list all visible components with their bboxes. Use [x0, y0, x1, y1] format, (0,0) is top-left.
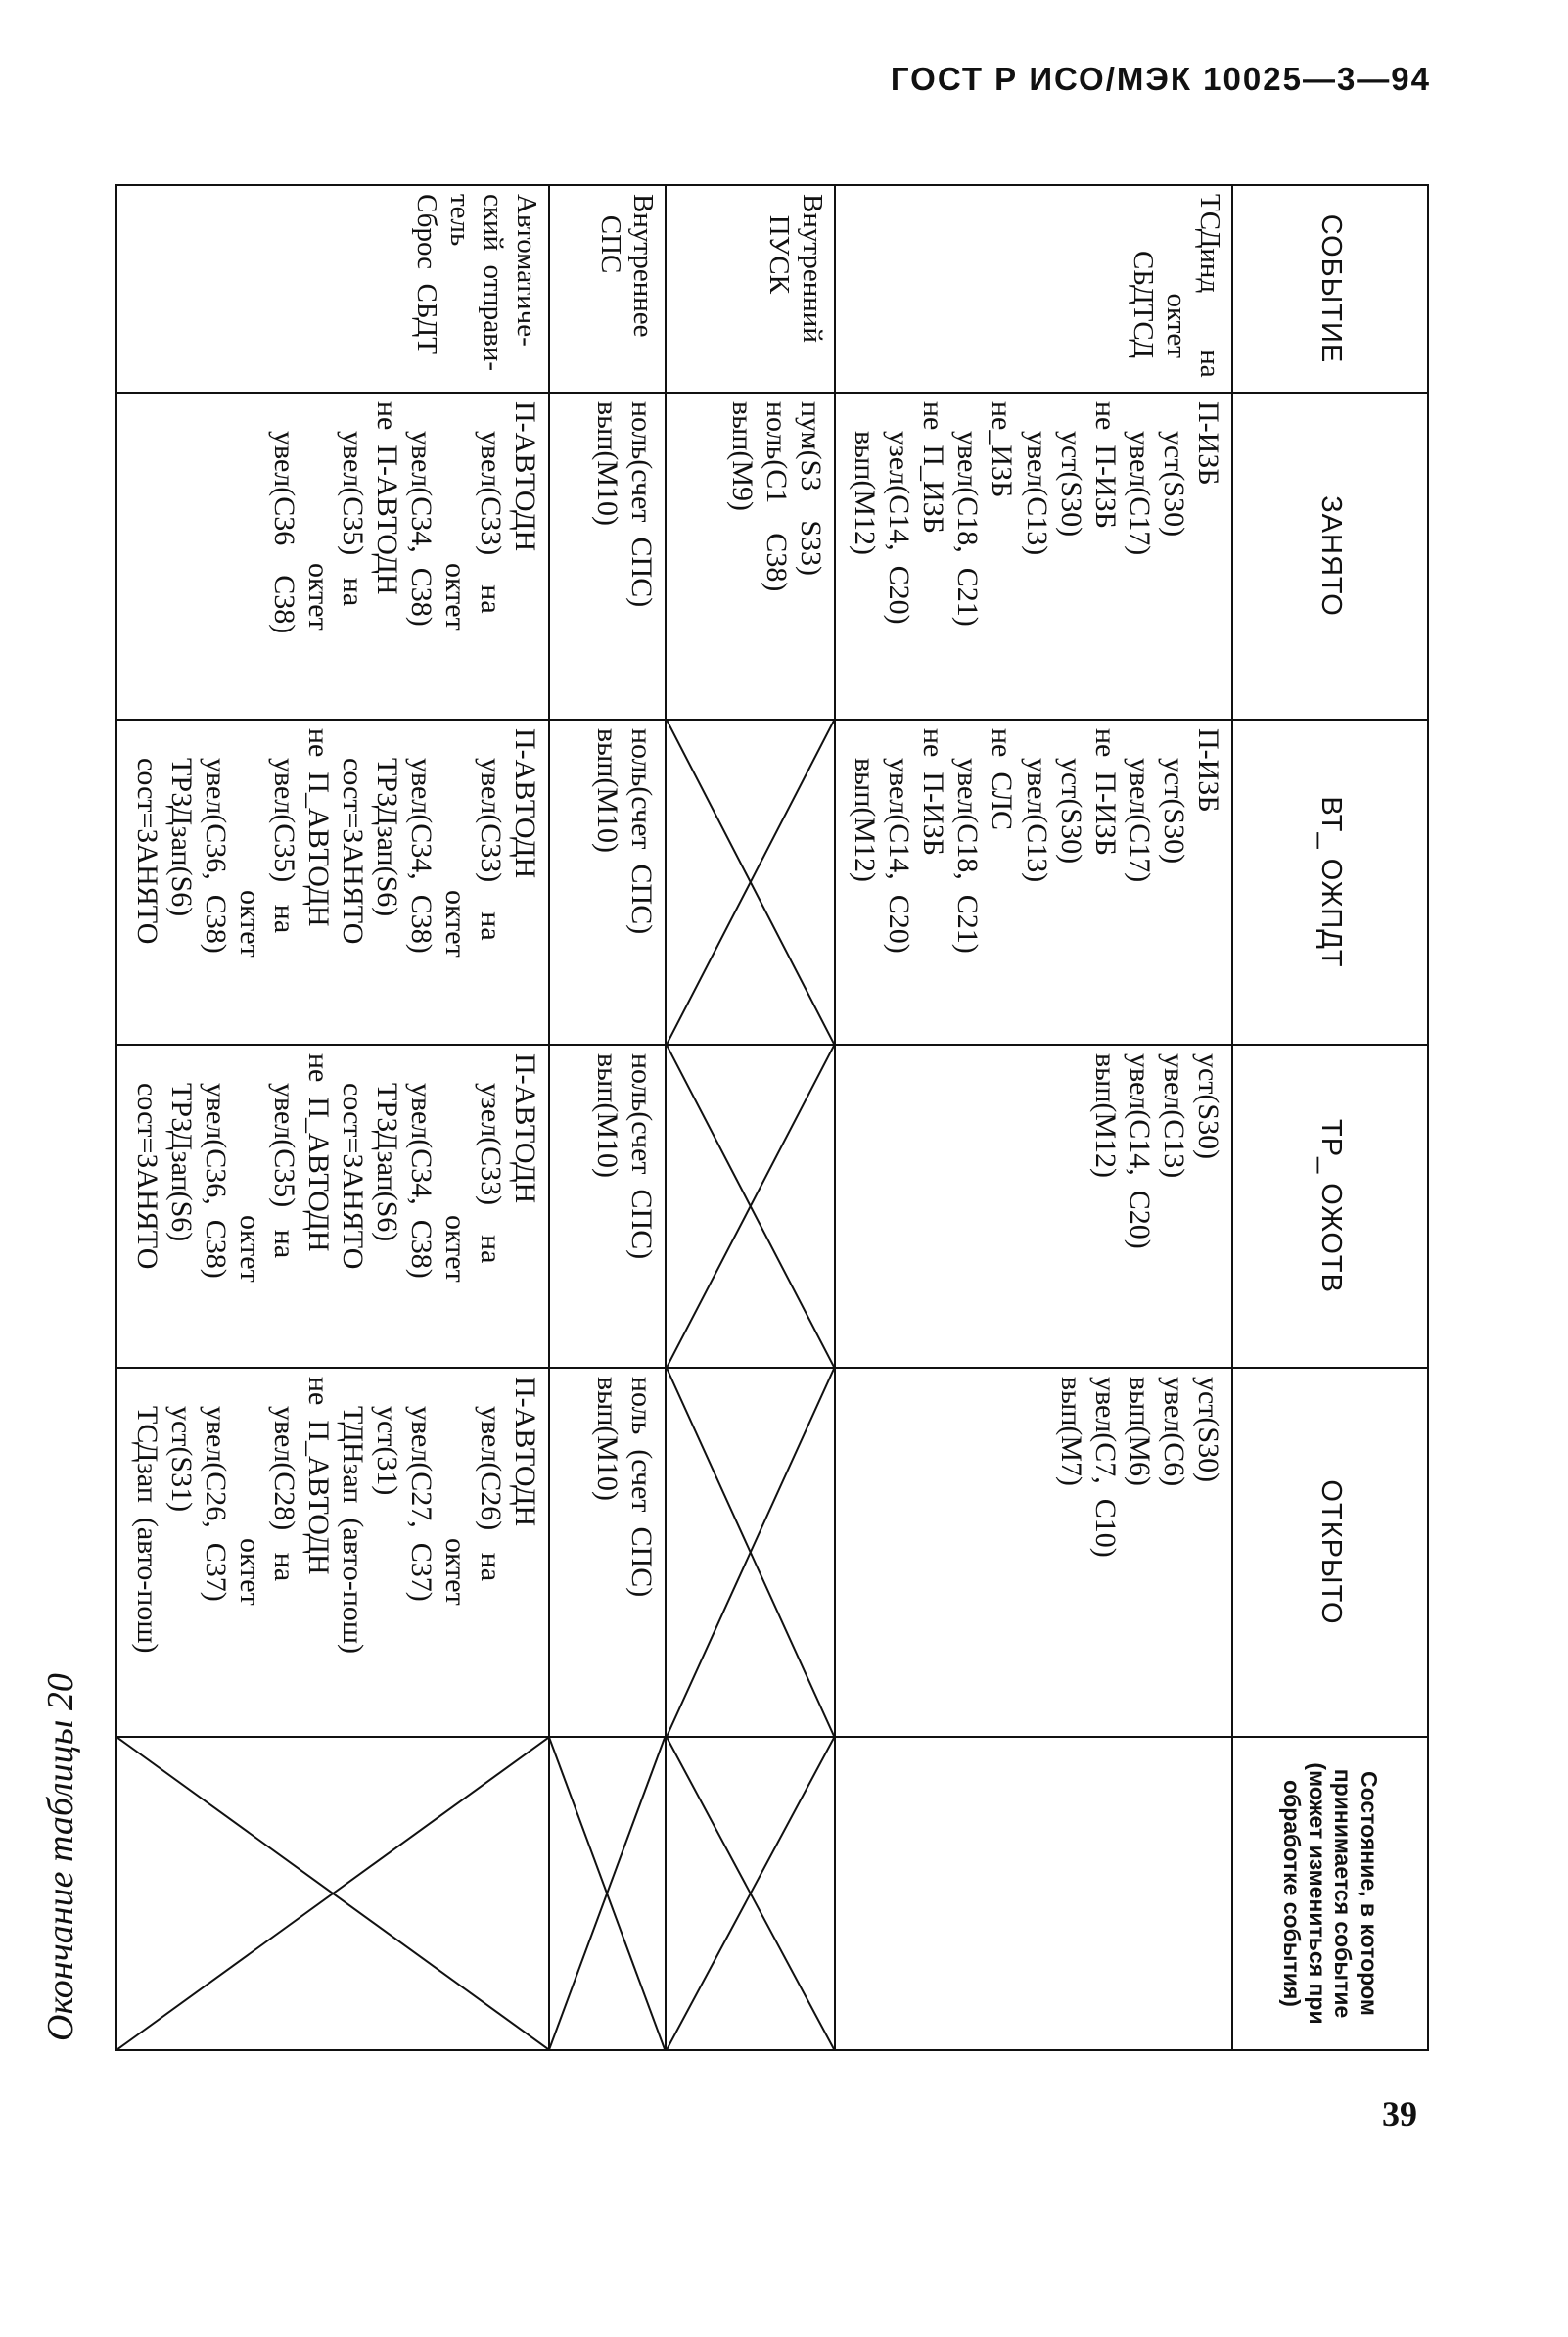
crossed-out-cell	[666, 1045, 835, 1368]
cell-line: уст(S30)	[1192, 1377, 1224, 1483]
event-line: ТСДинд на	[1194, 194, 1225, 378]
cell-line: увел(С18, С21)	[951, 401, 985, 627]
cell-line: октет	[233, 1053, 266, 1283]
cell-line: вып(М10)	[591, 401, 624, 527]
cell-line: не П-АВТОДН	[371, 401, 404, 595]
cell-line: октет	[439, 1053, 473, 1283]
cell-line: уст(S30)	[1157, 728, 1190, 865]
state-cell	[549, 1045, 667, 1368]
event-line: Автоматиче-	[510, 194, 542, 347]
cell-line: увел(С14, С20)	[883, 728, 916, 954]
cell-line: ТРЗДзап(S6)	[371, 728, 404, 917]
crossed-out-cell	[666, 720, 835, 1045]
event-line: октет	[1161, 194, 1193, 358]
table-caption: Окончание таблицы 20	[40, 1673, 81, 2041]
cell-line: вып(М10)	[591, 1053, 624, 1179]
cell-line: ноль(счет СПС)	[625, 1053, 659, 1260]
cell-line: октет	[302, 401, 336, 631]
state-cell	[549, 393, 667, 720]
cell-line: увел(С36 С38)	[268, 401, 301, 634]
cell-line: П-АВТОДН	[508, 401, 541, 552]
col-header-event: СОБЫТИЕ	[1232, 185, 1428, 393]
page-number: 39	[1382, 2094, 1417, 2133]
cell-line: ноль(счет СПС)	[625, 401, 659, 608]
cell-line: увел(С35) на	[337, 401, 370, 607]
cell-line: увел(С14, С20)	[1123, 1053, 1156, 1249]
cross-out-mark	[667, 1046, 834, 1367]
event-line: тель	[443, 194, 476, 247]
event-cell	[666, 185, 835, 393]
cell-line: ноль (счет СПС)	[625, 1377, 659, 1598]
cell-line: увел(С36, С38)	[199, 1053, 232, 1279]
cell-line: увел(С35) на	[268, 1053, 301, 1259]
state-table	[115, 184, 1429, 2051]
col-header-vt-ozhpdt: ВТ_ ОЖПДТ	[1232, 720, 1428, 1045]
state-cell	[116, 393, 549, 720]
cell-line: сост=ЗАНЯТО	[337, 1053, 370, 1270]
event-line: Внутреннее	[627, 194, 660, 338]
state-cell	[835, 1368, 1232, 1737]
cell-line: октет	[233, 728, 266, 958]
cell-line: не П-ИЗБ	[1088, 401, 1122, 529]
col-header-state: Состояние, в котором принимается событие (может измениться при обработке события)	[1232, 1737, 1428, 2050]
cell-line: увел(С18, С21)	[951, 728, 985, 954]
cell-line: увел(С34, С38)	[405, 1053, 438, 1279]
cell-line: сост=ЗАНЯТО	[337, 728, 370, 945]
state-cell	[116, 1045, 549, 1368]
event-cell	[116, 185, 549, 393]
event-cell	[835, 185, 1232, 393]
document-header: ГОСТ Р ИСО/МЭК 10025—3—94	[890, 61, 1431, 97]
cell-line: вып(М10)	[591, 1377, 624, 1502]
event-line: ский отправи-	[477, 194, 509, 372]
cell-line: сост=ЗАНЯТО	[130, 728, 163, 945]
cell-line: увел(С13)	[1020, 728, 1053, 883]
state-cell	[666, 393, 835, 720]
cell-line: вып(М10)	[591, 728, 624, 854]
cell-line: П-ИЗБ	[1192, 401, 1224, 486]
cell-line: увел(С36, С38)	[199, 728, 232, 954]
cell-line: ТРЗДзап(S6)	[164, 728, 198, 917]
crossed-out-cell	[666, 1737, 835, 2050]
cell-line: октет	[439, 728, 473, 958]
rotated-table-sheet	[115, 184, 1429, 2049]
col-header-busy: ЗАНЯТО	[1232, 393, 1428, 720]
cross-out-mark	[117, 1738, 548, 2049]
cell-line: уст(S30)	[1157, 401, 1190, 538]
cross-out-mark	[667, 1738, 834, 2049]
cell-line: П-АВТОДН	[508, 728, 541, 879]
table-row	[116, 185, 549, 2050]
cell-line: П-ИЗБ	[1192, 728, 1224, 813]
table-row	[666, 185, 835, 2050]
cell-line: уст(S30)	[1054, 728, 1087, 865]
cell-line: вып(М9)	[725, 401, 759, 512]
cell-line: ТСДзап (авто-пош)	[130, 1377, 163, 1654]
cell-line: октет	[439, 1377, 473, 1606]
cell-line: увел(С33) на	[474, 728, 507, 941]
state-cell	[835, 1045, 1232, 1368]
cell-line: пум(S3 S33)	[794, 401, 827, 576]
cell-line: не П-ИЗБ	[1088, 728, 1122, 856]
crossed-out-cell	[116, 1737, 549, 2050]
table-row	[549, 185, 667, 2050]
state-cell	[835, 720, 1232, 1045]
cell-line: увел(С34, С38)	[405, 401, 438, 627]
cell-line: увел(С35) на	[268, 728, 301, 934]
cell-line: уст(S31)	[164, 1377, 198, 1513]
cell-line: П-АВТОДН	[508, 1377, 541, 1527]
header-row	[1232, 185, 1428, 2050]
cell-line: увел(С26) на	[474, 1377, 507, 1582]
cell-line: узел(С33) на	[474, 1053, 507, 1264]
state-cell	[549, 1368, 667, 1737]
cell-line: вып(М12)	[849, 728, 882, 883]
cell-line: увел(С28) на	[268, 1377, 301, 1582]
cell-line: не П_ИЗБ	[917, 401, 950, 534]
cell-line: увел(С13)	[1020, 401, 1053, 556]
cell-line: не П_АВТОДН	[302, 1377, 336, 1575]
cell-line: ТДНзап (авто-пош)	[337, 1377, 370, 1654]
crossed-out-cell	[549, 1737, 667, 2050]
cell-line: увел(С6)	[1157, 1377, 1190, 1487]
cell-line: сост=ЗАНЯТО	[130, 1053, 163, 1270]
cell-line: ноль(С1 С38)	[760, 401, 793, 592]
cell-line: увел(С33) на	[474, 401, 507, 614]
cross-out-mark	[667, 721, 834, 1044]
cell-line: не П-ИЗБ	[917, 728, 950, 856]
event-line: ПУСК	[763, 194, 796, 294]
cell-line: ТРЗДзап(S6)	[164, 1053, 198, 1242]
table-row	[835, 185, 1232, 2050]
cell-line: октет	[233, 1377, 266, 1606]
cell-line: увел(С7, С10)	[1088, 1377, 1122, 1558]
cell-line: увел(С17)	[1123, 401, 1156, 556]
state-cell	[835, 1737, 1232, 2050]
cell-line: ноль(счет СПС)	[625, 728, 659, 935]
cell-line: вып(М12)	[849, 401, 882, 556]
cell-line: не_ИЗБ	[986, 401, 1019, 498]
cell-line: не П_АВТОДН	[302, 728, 336, 927]
cell-line: не П_АВТОДН	[302, 1053, 336, 1252]
state-cell	[116, 720, 549, 1045]
cell-line: вып(М7)	[1054, 1377, 1087, 1487]
cell-line: вып(М12)	[1088, 1053, 1122, 1179]
cross-out-mark	[550, 1738, 666, 2049]
event-line: Внутренний	[796, 194, 828, 343]
cell-line: увел(С26, С37)	[199, 1377, 232, 1602]
cell-line: увел(С34, С38)	[405, 728, 438, 954]
cell-line: не СЛС	[986, 728, 1019, 830]
col-header-tr-ozhotv: ТР_ ОЖОТВ	[1232, 1045, 1428, 1368]
cell-line: увел(С27, С37)	[405, 1377, 438, 1602]
event-line: СПС	[594, 194, 626, 274]
cell-line: П-АВТОДН	[508, 1053, 541, 1204]
cell-line: вып(М6)	[1123, 1377, 1156, 1487]
col-header-open: ОТКРЫТО	[1232, 1368, 1428, 1737]
event-line: СБДТСД	[1128, 194, 1160, 359]
cell-line: уст(S30)	[1192, 1053, 1224, 1160]
state-cell	[549, 720, 667, 1045]
cell-line: уст(S30)	[1054, 401, 1087, 538]
crossed-out-cell	[666, 1368, 835, 1737]
cell-line: увел(С13)	[1157, 1053, 1190, 1179]
state-cell	[116, 1368, 549, 1737]
cell-line: узел(С14, С20)	[883, 401, 916, 625]
event-cell	[549, 185, 667, 393]
state-cell	[835, 393, 1232, 720]
table-body	[116, 185, 1232, 2050]
cell-line: октет	[439, 401, 473, 631]
cross-out-mark	[667, 1369, 834, 1736]
cell-line: ТРЗДзап(S6)	[371, 1053, 404, 1242]
cell-line: уст(31)	[371, 1377, 404, 1496]
cell-line: увел(С17)	[1123, 728, 1156, 883]
event-line: Сброс СБДТ	[410, 194, 442, 354]
